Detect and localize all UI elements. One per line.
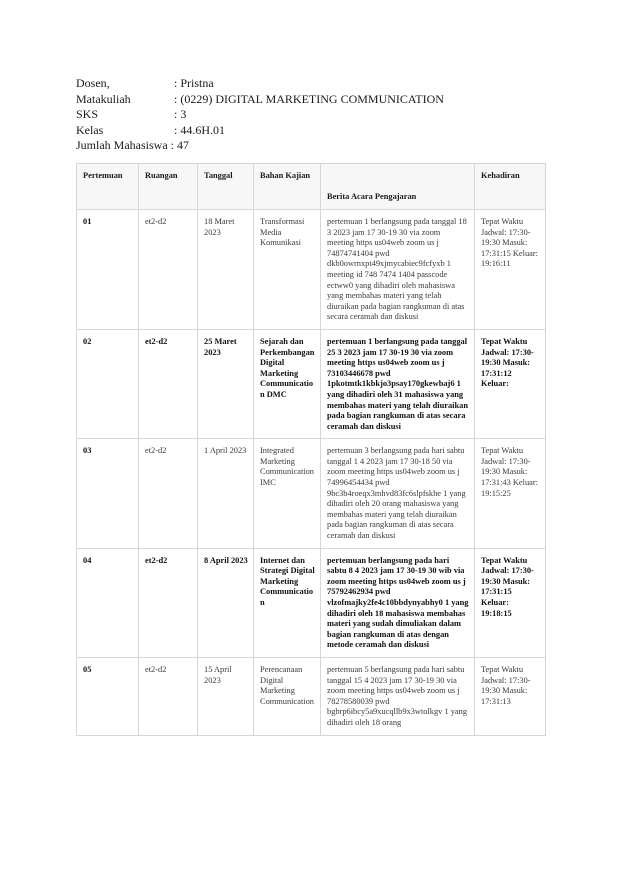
col-header-berita-acara: Berita Acara Pengajaran bbox=[321, 164, 475, 210]
jumlah-row bbox=[76, 138, 444, 154]
cell-berita-acara: pertemuan 5 berlangsung pada hari sabtu tanggal 15 4 2023 jam 17 30-19 30 via zoom meeting https us04web zoom us j 78278580039 pwd bgbrp6ibcy5a9xucqllb9x3wtolkgv 1 yang dihadiri oleh 18 orang bbox=[321, 657, 475, 735]
course-header bbox=[76, 76, 444, 154]
cell-bahan-kajian: Integrated Marketing Communication IMC bbox=[254, 439, 321, 548]
dosen-value: : Pristna bbox=[174, 76, 214, 90]
cell-bahan-kajian: Perencanaan Digital Marketing Communication bbox=[254, 657, 321, 735]
kelas-value: : 44.6H.01 bbox=[174, 122, 225, 137]
cell-bahan-kajian: Transformasi Media Komunikasi bbox=[254, 210, 321, 330]
sks-label: SKS bbox=[76, 107, 99, 121]
table-row bbox=[77, 329, 546, 438]
kelas-label: Kelas bbox=[76, 122, 104, 137]
cell-berita-acara: pertemuan 1 berlangsung pada tanggal 18 3 2023 jam 17 30-19 30 via zoom meeting https us04web zoom us j 74874741404 pwd dkb0owrnxpt49xjmycabiec9fcfyxb 1 meeting id 748 7474 1404 passcode ectww0 yang dihadiri oleh mahasiswa yang membahas materi yang telah diuraikan pada bagian rangkuman di atas secara ceramah dan diskusi bbox=[321, 210, 475, 330]
col-header-kehadiran: Kehadiran bbox=[475, 164, 546, 210]
table-row bbox=[77, 657, 546, 735]
cell-kehadiran: Tepat Waktu Jadwal: 17:30-19:30 Masuk: 17:31:15 Keluar: 19:16:11 bbox=[475, 210, 546, 330]
col-header-tanggal: Tanggal bbox=[198, 164, 254, 210]
sks-value: : 3 bbox=[174, 107, 187, 121]
dosen-row bbox=[76, 76, 444, 92]
cell-berita-acara: pertemuan 3 berlangsung pada hari sabtu tanggal 1 4 2023 jam 17 30-18 50 via zoom meeting https us04web zoom us j 74996454434 pwd 9bc3b4roeqx3mhvd83fc6slpfskhe 1 yang dihadiri oleh 20 orang mahasiswa yang membahas materi yang telah diuraikan pada bagian rangkuman di atas secara ceramah dan diskusi bbox=[321, 439, 475, 548]
cell-berita-acara: pertemuan 1 berlangsung pada tanggal 25 3 2023 jam 17 30-19 30 via zoom meeting https us04web zoom us j 73103446678 pwd 1pkotmtk1kbkjo3psay170gkewbaj6 1 yang dihadiri oleh 31 mahasiswa yang membahas materi yang telah diuraikan pada bagian rangkuman di atas secara ceramah dan diskusi bbox=[321, 329, 475, 438]
jumlah-label: Jumlah Mahasiswa bbox=[76, 138, 168, 152]
col-header-ruangan: Ruangan bbox=[139, 164, 198, 210]
cell-bahan-kajian: Sejarah dan Perkembangan Digital Marketing Communication DMC bbox=[254, 329, 321, 438]
cell-ruangan: et2-d2 bbox=[139, 329, 198, 438]
table-row bbox=[77, 210, 546, 330]
kelas-row bbox=[76, 123, 444, 139]
cell-pertemuan: 05 bbox=[77, 657, 139, 735]
table-row bbox=[77, 548, 546, 657]
cell-berita-acara: pertemuan berlangsung pada hari sabtu 8 4 2023 jam 17 30-19 30 wib via zoom meeting https us04web zoom us j 75792462934 pwd vlzofmajky2fe4c10bbdynyabhy0 1 yang dihadiri oleh 18 mahasiswa membahas materi yang sudah dimuliakan dalam bagian rangkuman di atas dengan metode ceramah dan diskusi bbox=[321, 548, 475, 657]
cell-tanggal: 1 April 2023 bbox=[198, 439, 254, 548]
cell-pertemuan: 01 bbox=[77, 210, 139, 330]
cell-tanggal: 18 Maret 2023 bbox=[198, 210, 254, 330]
col-header-bahan-kajian: Bahan Kajian bbox=[254, 164, 321, 210]
cell-tanggal: 25 Maret 2023 bbox=[198, 329, 254, 438]
table-header-row bbox=[77, 164, 546, 210]
cell-bahan-kajian: Internet dan Strategi Digital Marketing Communication bbox=[254, 548, 321, 657]
cell-kehadiran: Tepat Waktu Jadwal: 17:30-19:30 Masuk: 17:31:15 Keluar: 19:18:15 bbox=[475, 548, 546, 657]
attendance-table-wrapper bbox=[76, 163, 545, 736]
cell-tanggal: 8 April 2023 bbox=[198, 548, 254, 657]
cell-ruangan: et2-d2 bbox=[139, 439, 198, 548]
cell-tanggal: 15 April 2023 bbox=[198, 657, 254, 735]
sks-row bbox=[76, 107, 444, 123]
matakuliah-row bbox=[76, 92, 444, 108]
cell-ruangan: et2-d2 bbox=[139, 210, 198, 330]
matakuliah-value: : (0229) DIGITAL MARKETING COMMUNICATION bbox=[174, 91, 444, 106]
cell-kehadiran: Tepat Waktu Jadwal: 17:30-19:30 Masuk: 17:31:12 Keluar: bbox=[475, 329, 546, 438]
cell-pertemuan: 03 bbox=[77, 439, 139, 548]
cell-kehadiran: Tepat Waktu Jadwal: 17:30-19:30 Masuk: 17:31:43 Keluar: 19:15:25 bbox=[475, 439, 546, 548]
cell-ruangan: et2-d2 bbox=[139, 657, 198, 735]
table-row bbox=[77, 439, 546, 548]
cell-pertemuan: 04 bbox=[77, 548, 139, 657]
cell-kehadiran: Tepat Waktu Jadwal: 17:30-19:30 Masuk: 17:31:13 bbox=[475, 657, 546, 735]
dosen-label: Dosen, bbox=[76, 76, 110, 90]
cell-pertemuan: 02 bbox=[77, 329, 139, 438]
cell-ruangan: et2-d2 bbox=[139, 548, 198, 657]
matakuliah-label: Matakuliah bbox=[76, 91, 131, 106]
attendance-table bbox=[76, 163, 546, 736]
col-header-pertemuan: Pertemuan bbox=[77, 164, 139, 210]
jumlah-value: : 47 bbox=[170, 138, 189, 152]
